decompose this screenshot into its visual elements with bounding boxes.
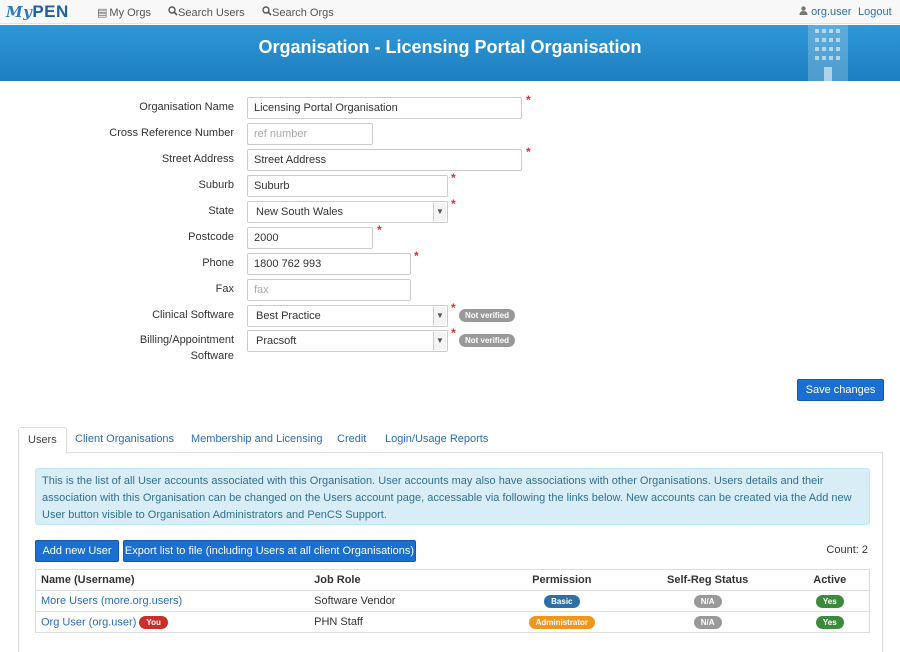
suburb-label: Suburb bbox=[198, 179, 234, 191]
phone-label: Phone bbox=[202, 257, 234, 269]
table-row bbox=[36, 591, 870, 612]
form-row-state bbox=[0, 197, 900, 223]
active-cell bbox=[791, 612, 870, 633]
table-row bbox=[36, 612, 870, 633]
postcode-input[interactable]: 2000 bbox=[247, 227, 373, 249]
tab-users[interactable]: Users bbox=[18, 427, 67, 454]
form-row-street bbox=[0, 145, 900, 171]
table-header-row bbox=[36, 570, 870, 591]
active-badge: Yes bbox=[816, 616, 844, 629]
page-title: Organisation - Licensing Portal Organisation bbox=[258, 37, 642, 57]
building-icon bbox=[808, 25, 848, 81]
search-icon bbox=[262, 6, 272, 19]
username-label: org.user bbox=[811, 6, 852, 18]
tab-client-organisations[interactable]: Client Organisations bbox=[75, 433, 175, 445]
permission-cell bbox=[499, 591, 625, 612]
suburb-input[interactable]: Suburb bbox=[247, 175, 448, 197]
tab-bar bbox=[18, 427, 883, 453]
self-reg-cell bbox=[625, 612, 791, 633]
column-header-self-reg-status[interactable]: Self-Reg Status bbox=[625, 570, 791, 591]
state-select[interactable] bbox=[247, 201, 448, 223]
required-marker: * bbox=[414, 249, 419, 263]
required-marker: * bbox=[526, 93, 531, 107]
self-reg-badge: N/A bbox=[694, 595, 722, 608]
tab-login-usage-reports[interactable]: Login/Usage Reports bbox=[385, 433, 489, 445]
not-verified-badge: Not verified bbox=[459, 334, 515, 347]
phone-input[interactable]: 1800 762 993 bbox=[247, 253, 411, 275]
billing-software-label bbox=[140, 332, 234, 364]
form-row-suburb bbox=[0, 171, 900, 197]
users-table bbox=[35, 569, 870, 633]
nav-search-orgs[interactable] bbox=[262, 6, 334, 19]
fax-label: Fax bbox=[215, 283, 234, 295]
logout-link[interactable]: Logout bbox=[858, 6, 892, 18]
form-row-phone bbox=[0, 249, 900, 275]
chevron-down-icon: ▼ bbox=[433, 332, 446, 350]
state-select-value: New South Wales bbox=[256, 206, 344, 218]
required-marker: * bbox=[377, 223, 382, 237]
not-verified-badge: Not verified bbox=[459, 309, 515, 322]
search-icon bbox=[168, 6, 178, 19]
job-role-cell: Software Vendor bbox=[309, 591, 499, 612]
billing-label-line2: Software bbox=[190, 350, 234, 362]
self-reg-cell bbox=[625, 591, 791, 612]
postcode-label: Postcode bbox=[188, 231, 234, 243]
permission-badge: Basic bbox=[544, 595, 579, 608]
users-tab-panel bbox=[18, 453, 883, 652]
logo-my: My bbox=[6, 3, 33, 21]
active-badge: Yes bbox=[816, 595, 844, 608]
nav-search-users[interactable] bbox=[168, 6, 245, 19]
clinical-software-select[interactable] bbox=[247, 305, 448, 327]
nav-my-orgs[interactable] bbox=[97, 6, 151, 19]
clinical-software-label: Clinical Software bbox=[152, 309, 234, 321]
cross-ref-label: Cross Reference Number bbox=[109, 127, 234, 139]
save-changes-button[interactable]: Save changes bbox=[797, 379, 884, 401]
top-navbar bbox=[0, 0, 900, 24]
form-row-clinical-software bbox=[0, 301, 900, 327]
permission-badge: Administrator bbox=[529, 616, 595, 629]
nav-my-orgs-label: My Orgs bbox=[109, 7, 151, 19]
column-header-permission[interactable]: Permission bbox=[499, 570, 625, 591]
required-marker: * bbox=[451, 326, 456, 340]
user-icon bbox=[799, 6, 811, 18]
form-row-postcode bbox=[0, 223, 900, 249]
required-marker: * bbox=[451, 301, 456, 315]
clinical-software-value: Best Practice bbox=[256, 310, 321, 322]
nav-search-users-label: Search Users bbox=[178, 7, 245, 19]
required-marker: * bbox=[451, 171, 456, 185]
self-reg-badge: N/A bbox=[694, 616, 722, 629]
required-marker: * bbox=[526, 145, 531, 159]
chevron-down-icon: ▼ bbox=[433, 203, 446, 221]
cross-ref-input[interactable]: ref number bbox=[247, 123, 373, 145]
user-name-cell bbox=[36, 591, 310, 612]
tab-credit[interactable]: Credit bbox=[337, 433, 367, 445]
street-label: Street Address bbox=[161, 153, 234, 165]
org-name-label: Organisation Name bbox=[139, 101, 234, 113]
fax-input[interactable]: fax bbox=[247, 279, 411, 301]
column-header-job-role[interactable]: Job Role bbox=[309, 570, 499, 591]
street-input[interactable]: Street Address bbox=[247, 149, 522, 171]
user-name-link[interactable]: More Users (more.org.users) bbox=[41, 595, 183, 607]
list-icon: ▤ bbox=[97, 7, 108, 19]
form-row-fax bbox=[0, 279, 900, 301]
org-name-input[interactable]: Licensing Portal Organisation bbox=[247, 97, 522, 119]
state-label: State bbox=[208, 205, 234, 217]
user-count: Count: 2 bbox=[826, 544, 868, 556]
you-badge: You bbox=[139, 616, 168, 629]
column-header-name[interactable]: Name (Username) bbox=[36, 570, 310, 591]
permission-cell bbox=[499, 612, 625, 633]
billing-label-line1: Billing/Appointment bbox=[139, 334, 234, 346]
page-banner bbox=[0, 25, 900, 81]
user-account-link[interactable] bbox=[799, 6, 851, 18]
form-row-cross-ref bbox=[0, 123, 900, 145]
tab-membership-licensing[interactable]: Membership and Licensing bbox=[191, 433, 323, 445]
form-row-billing-software bbox=[0, 326, 900, 366]
active-cell bbox=[791, 591, 870, 612]
required-marker: * bbox=[451, 197, 456, 211]
logo-pen: PEN bbox=[32, 2, 69, 21]
mypen-logo[interactable] bbox=[6, 2, 69, 22]
user-name-cell bbox=[36, 612, 310, 633]
job-role-cell: PHN Staff bbox=[309, 612, 499, 633]
users-info-alert: This is the list of all User accounts associated with this Organisation. User accounts may also have associations with other Organisations. Users details and their association with this Organisation can be changed on the Users account page, accessable via following the links below. New accounts can be created via the Add new User button visible to Organisation Administrators and PenCS Support. bbox=[35, 468, 870, 525]
billing-software-select[interactable] bbox=[247, 330, 448, 352]
export-list-button[interactable]: Export list to file (including Users at all client Organisations) bbox=[123, 540, 416, 562]
chevron-down-icon: ▼ bbox=[433, 307, 446, 325]
add-new-user-button[interactable]: Add new User bbox=[35, 540, 119, 562]
nav-search-orgs-label: Search Orgs bbox=[272, 7, 334, 19]
form-row-org-name bbox=[0, 93, 900, 119]
column-header-active[interactable]: Active bbox=[791, 570, 870, 591]
user-name-link[interactable]: Org User (org.user) bbox=[41, 615, 137, 628]
billing-software-value: Pracsoft bbox=[256, 335, 297, 347]
